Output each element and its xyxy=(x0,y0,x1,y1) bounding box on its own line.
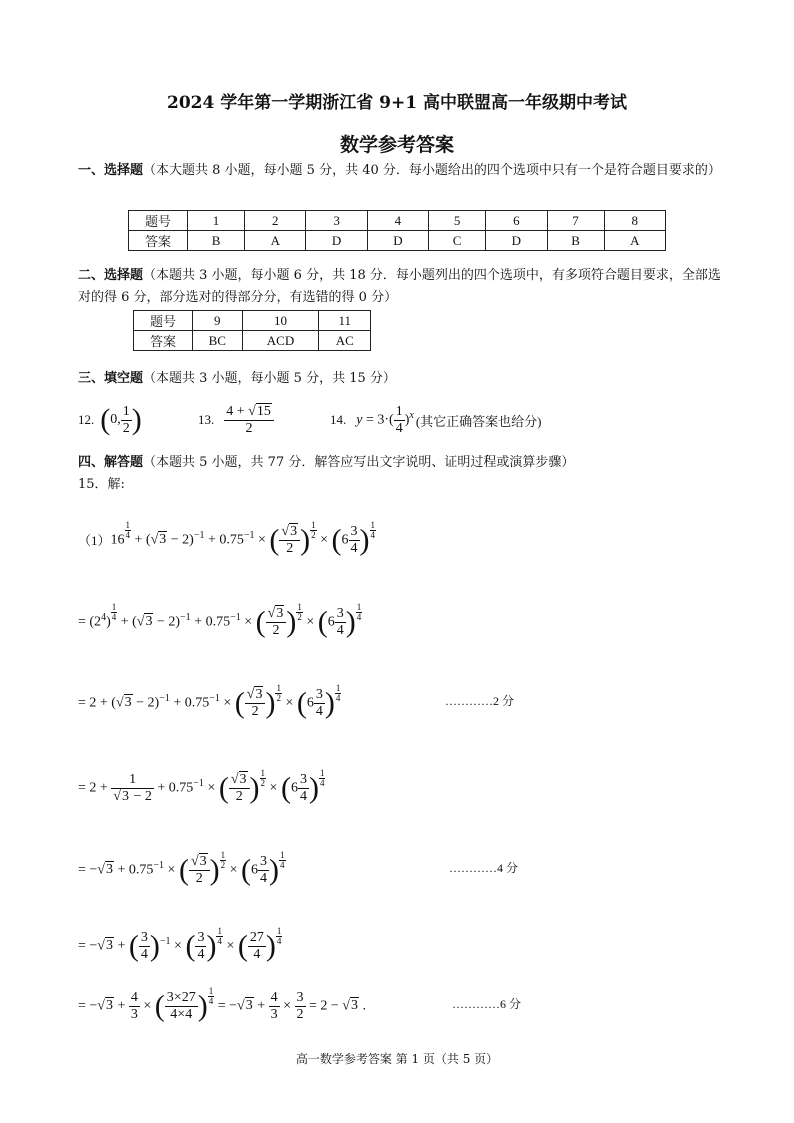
section-1-header xyxy=(78,160,728,182)
formula: y = 3·( $\frac{1}{4}$ )$^x$ xyxy=(356,403,414,436)
exam-title: 2024 学年第一学期浙江省 9+1 高中联盟高一年级期中考试 xyxy=(167,93,627,113)
section-3-desc: （本题共 3 小题，每小题 5 分，共 15 分） xyxy=(143,371,396,386)
section-2-answer-table xyxy=(133,310,371,351)
solution-step: = −√3 + ( $\frac{3}{4}$ )$^{-1}$ × ( $\frac{3}{4}$ ) $\frac{1}{4}$ × ( $\frac{27}{4}$ ) $\frac{1}{4}$ xyxy=(78,925,282,963)
table-cell: 9 xyxy=(193,311,243,331)
section-3-header xyxy=(78,368,728,390)
question-number: 13. xyxy=(198,412,215,427)
table-cell: D xyxy=(486,231,547,251)
table-cell: D xyxy=(306,231,367,251)
solution-step: = $(2^4)$ $\frac{1}{4}$ + $(√3 - 2)^{-1} + 0.75^{-1}$ × ( $\frac{√3}{2}$ ) $\frac{1}{2}$ × (6 $\frac{3}{4}$ ) $\frac{1}{4}$ xyxy=(78,601,362,639)
table-row xyxy=(129,231,666,251)
formula: (0, $\frac{1}{2}$ ) xyxy=(100,403,142,436)
solution-step: = $2 + (√3 - 2)^{-1} + 0.75^{-1}$ × ( $\frac{√3}{2}$ ) $\frac{1}{2}$ × (6 $\frac{3}{4}$ ) $\frac{1}{4}$ xyxy=(78,682,341,720)
table-cell: ACD xyxy=(242,331,319,351)
table-cell: B xyxy=(188,231,245,251)
table-cell: 10 xyxy=(242,311,319,331)
solution-step: = 2 + $\frac{1}{√3 - 2}$ + $0.75^{-1}$ × ( $\frac{√3}{2}$ ) $\frac{1}{2}$ × (6 $\frac{3}{4}$ ) $\frac{1}{4}$ xyxy=(78,767,325,805)
fill-answer-12 xyxy=(78,398,142,442)
answer-key-title: 数学参考答案 xyxy=(339,134,454,156)
question-15-label: 15．解: xyxy=(78,477,125,492)
table-cell: 4 xyxy=(367,211,428,231)
section-4-heading: 四、解答题 xyxy=(78,455,144,470)
table-cell: A xyxy=(245,231,306,251)
table-cell: A xyxy=(604,231,665,251)
section-2-desc: （本题共 3 小题，每小题 6 分，共 18 分．每小题列出的四个选项中，有多项符合题目要求，全部选对的得 6 分，部分选对的得部分分，有选错的得 0 分） xyxy=(78,268,721,305)
row-label: 答案 xyxy=(129,231,188,251)
score-mark: …………4 分 xyxy=(449,861,519,875)
part-label: （1） xyxy=(78,532,111,548)
table-cell: 6 xyxy=(486,211,547,231)
section-3-heading: 三、填空题 xyxy=(78,371,144,386)
table-cell: D xyxy=(367,231,428,251)
solution-step: = $-√3 + 0.75^{-1}$ × ( $\frac{√3}{2}$ ) $\frac{1}{2}$ × (6 $\frac{3}{4}$ ) $\frac{1}{4}$ xyxy=(78,849,285,887)
table-cell: 1 xyxy=(188,211,245,231)
solution-step: = −√3 + $\frac{4}{3}$ × ( $\frac{3\times 27}{4\times 4}$ ) $\frac{1}{4}$ = −√3 + $\frac{4}{3}$ × $\frac{3}{2}$ = 2 − √3 . xyxy=(78,985,366,1023)
section-2-heading: 二、选择题 xyxy=(78,268,144,283)
table-row xyxy=(134,311,371,331)
score-mark: …………6 分 xyxy=(452,997,522,1011)
solution-step: （1） 16 $\frac{1}{4}$ + $(√3 - 2)^{-1} + 0.75^{-1}$ × ( $\frac{√3}{2}$ ) $\frac{1}{2}$ × (6 $\frac{3}{4}$ ) $\frac{1}{4}$ xyxy=(78,519,376,557)
table-cell: 7 xyxy=(547,211,604,231)
section-2-header xyxy=(78,265,728,309)
page-footer: 高一数学参考答案 第 1 页（共 5 页） xyxy=(295,1052,499,1066)
fill-answer-13 xyxy=(198,398,274,442)
table-row xyxy=(129,211,666,231)
row-label: 答案 xyxy=(134,331,193,351)
fill-answer-14 xyxy=(330,398,542,442)
table-cell: BC xyxy=(193,331,243,351)
row-label: 题号 xyxy=(129,211,188,231)
question-number: 12. xyxy=(78,412,95,427)
table-cell: AC xyxy=(319,331,371,351)
note: (其它正确答案也给分) xyxy=(415,413,542,429)
row-label: 题号 xyxy=(134,311,193,331)
table-cell: 2 xyxy=(245,211,306,231)
score-mark: …………2 分 xyxy=(445,694,515,708)
table-cell: 11 xyxy=(319,311,371,331)
table-cell: 5 xyxy=(429,211,486,231)
table-cell: 8 xyxy=(604,211,665,231)
formula: $\frac{4 + √15}{2}$ xyxy=(224,404,274,437)
question-number: 14. xyxy=(330,412,347,427)
section-4-header xyxy=(78,452,728,474)
table-cell: C xyxy=(429,231,486,251)
table-cell: B xyxy=(547,231,604,251)
section-1-answer-table xyxy=(128,210,666,251)
section-1-heading: 一、选择题 xyxy=(78,163,144,178)
section-4-desc: （本题共 5 小题，共 77 分．解答应写出文字说明、证明过程或演算步骤） xyxy=(143,455,575,470)
table-cell: 3 xyxy=(306,211,367,231)
section-1-desc: （本大题共 8 小题，每小题 5 分，共 40 分．每小题给出的四个选项中只有一个是符合题目要求的） xyxy=(143,163,721,178)
table-row xyxy=(134,331,371,351)
